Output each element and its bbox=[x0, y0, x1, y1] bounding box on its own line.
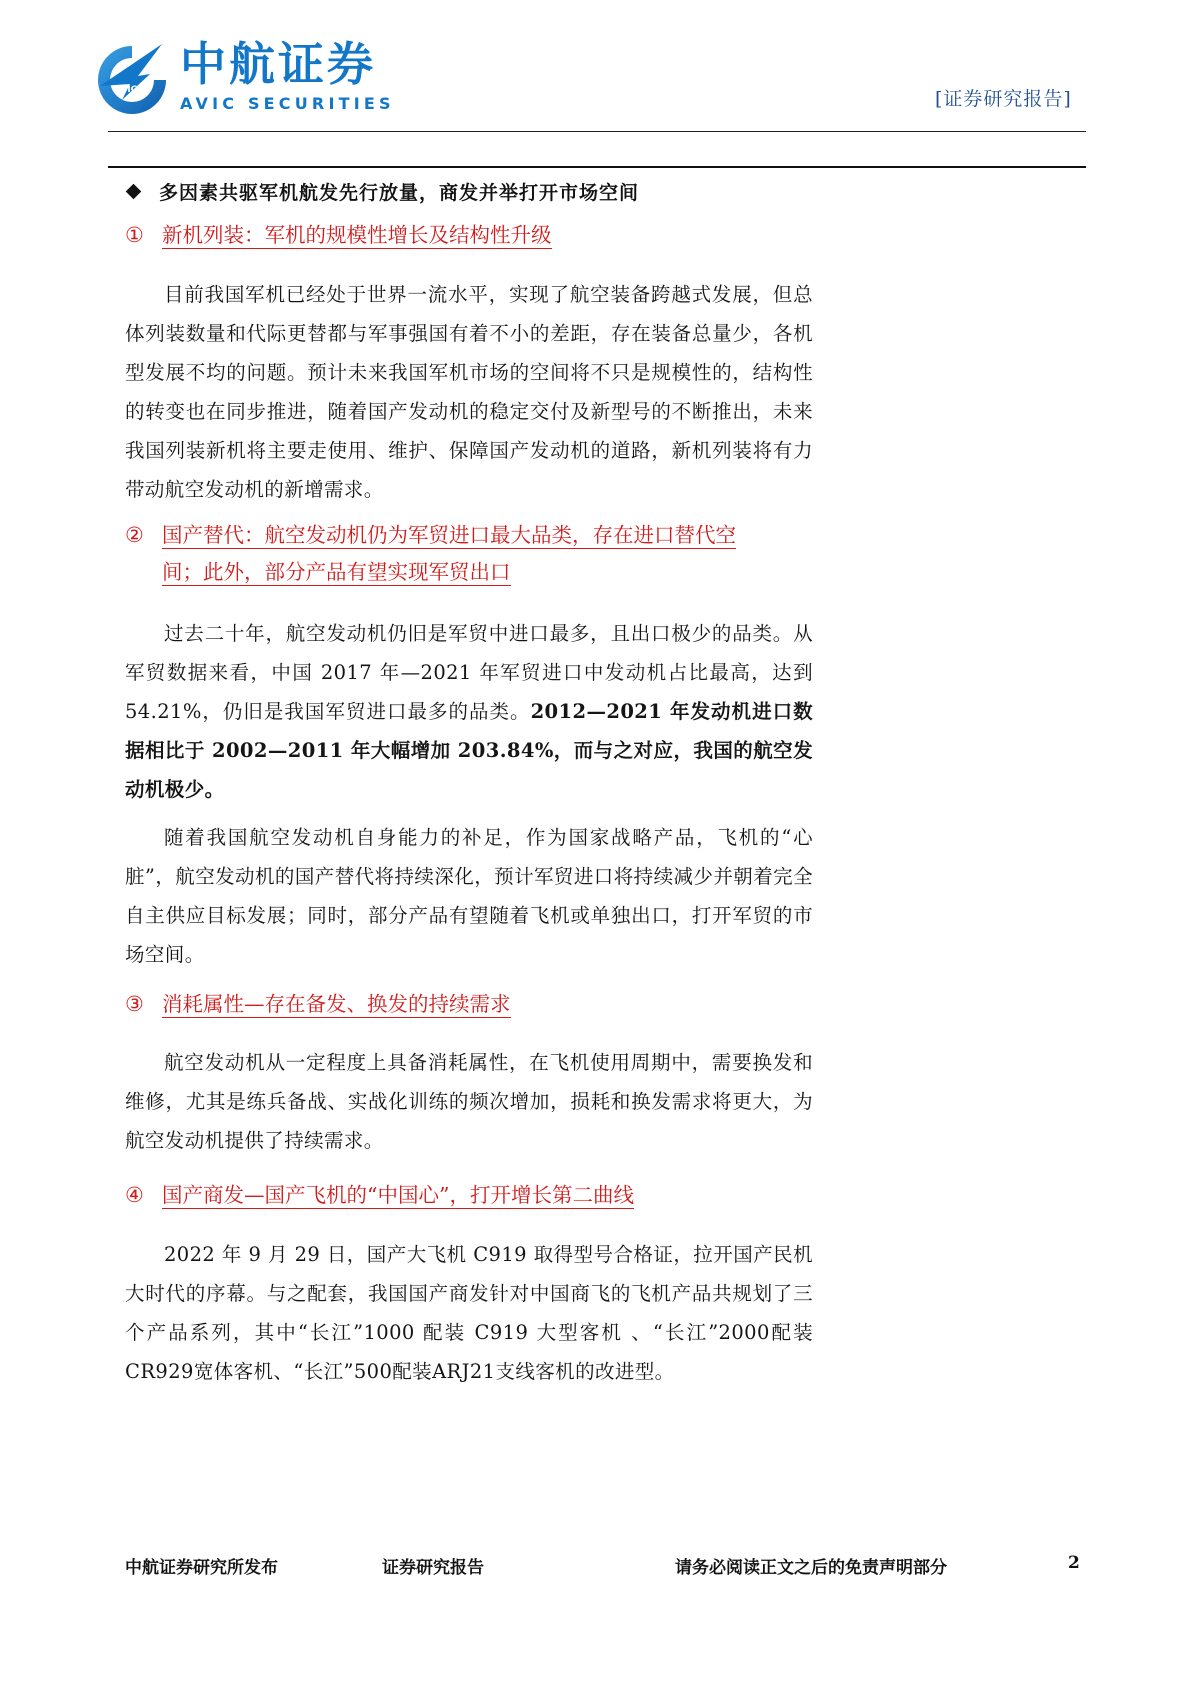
page-footer bbox=[0, 1553, 1190, 1583]
subsection-number: ④ bbox=[125, 1183, 144, 1207]
footer-disclaimer: 请务必阅读正文之后的免责声明部分 bbox=[675, 1558, 947, 1578]
subsection-title: 新机列装：军机的规模性增长及结构性升级 bbox=[162, 223, 552, 247]
subsection-title: 消耗属性—存在备发、换发的持续需求 bbox=[162, 992, 511, 1016]
footer-publisher: 中航证券研究所发布 bbox=[125, 1558, 278, 1578]
avic-logo-icon bbox=[92, 40, 172, 116]
page-header bbox=[0, 0, 1190, 140]
paragraph: 航空发动机从一定程度上具备消耗属性，在飞机使用周期中，需要换发和维修，尤其是练兵备战、实战化训练的频次增加，损耗和换发需求将更大，为航空发动机提供了持续需求。 bbox=[125, 1051, 813, 1152]
subsection-title-line-1: 国产替代：航空发动机仍为军贸进口最大品类，存在进口替代空 bbox=[162, 523, 736, 547]
section-heading bbox=[125, 176, 639, 206]
subsection-2-heading bbox=[125, 517, 825, 591]
subsection-4-heading bbox=[125, 1177, 825, 1214]
logo-badge: AVIC bbox=[114, 85, 138, 95]
subsection-number: ① bbox=[125, 223, 144, 247]
diamond-bullet-icon bbox=[126, 183, 142, 199]
subsection-number: ③ bbox=[125, 992, 144, 1016]
footer-report-type: 证券研究报告 bbox=[382, 1558, 484, 1578]
section-title: 多因素共驱军机航发先行放量，商发并举打开市场空间 bbox=[159, 181, 640, 204]
paragraph: 随着我国航空发动机自身能力的补足，作为国家战略产品，飞机的“心脏”，航空发动机的国产替代将持续深化，预计军贸进口将持续减少并朝着完全自主供应目标发展；同时，部分产品有望随着飞机或单独出口，打开军贸的市场空间。 bbox=[125, 826, 813, 966]
subsection-1-heading bbox=[125, 217, 825, 254]
report-tag: [证券研究报告] bbox=[935, 88, 1072, 110]
subsection-number: ② bbox=[125, 523, 144, 547]
logo-english: AVIC SECURITIES bbox=[180, 94, 395, 113]
paragraph-bold-text: 2012—2021 年发动机进口数据相比于 2002—2011 年大幅增加 203.84%，而与之对应，我国的航空发动机极少。 bbox=[125, 700, 814, 801]
header-divider bbox=[108, 131, 1086, 132]
section-divider bbox=[108, 166, 1086, 168]
subsection-title: 国产商发—国产飞机的“中国心”，打开增长第二曲线 bbox=[162, 1183, 634, 1207]
subsection-title-line-2: 间；此外，部分产品有望实现军贸出口 bbox=[162, 560, 511, 584]
paragraph: 2022 年 9 月 29 日，国产大飞机 C919 取得型号合格证，拉开国产民机大时代的序幕。与之配套，我国国产商发针对中国商飞的飞机产品共规划了三个产品系列，其中“长江”1000 配装 C919 大型客机 、“长江”2000配装CR929宽体客机、“长江”500配装ARJ21支线客机的改进型。 bbox=[125, 1243, 813, 1383]
paragraph: 目前我国军机已经处于世界一流水平，实现了航空装备跨越式发展，但总体列装数量和代际更替都与军事强国有着不小的差距，存在装备总量少，各机型发展不均的问题。预计未来我国军机市场的空间将不只是规模性的，结构性的转变也在同步推进，随着国产发动机的稳定交付及新型号的不断推出，未来我国列装新机将主要走使用、维护、保障国产发动机的道路，新机列装将有力带动航空发动机的新增需求。 bbox=[125, 283, 813, 501]
logo-chinese: 中航证券 bbox=[180, 37, 376, 91]
subsection-3-heading bbox=[125, 986, 825, 1023]
paragraph-normal-text: 过去二十年，航空发动机仍旧是军贸中进口最多，且出口极少的品类。从军贸数据来看，中国 2017 年—2021 年军贸进口中发动机占比最高，达到 54.21%，仍旧是我国军贸进口最多的品类。 bbox=[125, 622, 813, 723]
paragraph bbox=[125, 614, 813, 809]
page-number: 2 bbox=[1068, 1553, 1080, 1573]
